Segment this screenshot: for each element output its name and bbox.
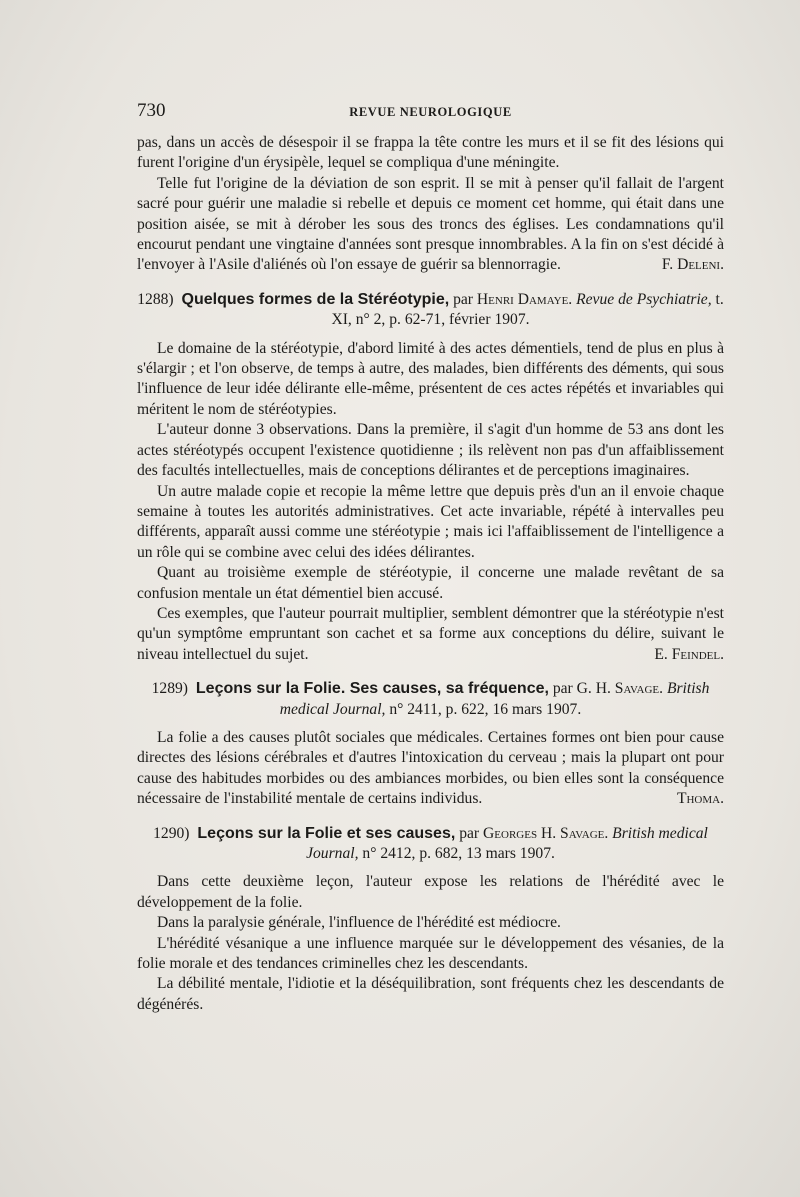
entry-paragraph (137, 728, 724, 810)
entry-heading (137, 290, 724, 331)
entry-body (137, 872, 724, 1015)
continuation-paragraph-2 (137, 174, 724, 276)
entry-paragraph: Dans cette deuxième leçon, l'auteur expose les relations de l'hérédité avec le développement de la folie. (137, 873, 724, 911)
entry-by: par (453, 290, 473, 308)
entry-number: 1288) (137, 290, 174, 308)
entry-number: 1290) (153, 824, 190, 842)
entry-paragraph: Dans la paralysie générale, l'influence de l'hérédité est médiocre. (157, 914, 561, 932)
page-number: 730 (137, 100, 166, 121)
entry-heading (137, 679, 724, 720)
entry-author: G. H. Savage. (576, 680, 664, 698)
entry-title: Quelques formes de la Stéréotypie, (181, 290, 450, 308)
running-title: REVUE NEUROLOGIQUE (349, 105, 512, 119)
entry-details: n° 2412, p. 682, 13 mars 1907. (362, 845, 555, 862)
entry-author: Georges H. Savage. (483, 824, 609, 842)
entry-number: 1289) (151, 680, 188, 698)
entry-source: Revue de Psychiatrie, (576, 290, 712, 308)
signature: E. Feindel. (654, 645, 724, 663)
entry-author: Henri Damaye. (476, 290, 573, 308)
page-content (137, 133, 724, 1015)
entry-paragraph: La débilité mentale, l'idiotie et la déséquilibration, sont fréquents chez les descendants de dégénérés. (137, 975, 724, 1013)
entry-paragraph: Un autre malade copie et recopie la même lettre que depuis près d'un an il envoie chaque semaine à toutes les autorités administratives. Cet acte invariable, répété à intervalles peu différents, apparaît aussi comme une stéréotypie ; mais ici l'affaiblissement de l'intelligence a un rôle qui se combine avec celui des idées délirantes. (137, 482, 724, 561)
entry-details: t. XI, n° 2, p. 62-71, février 1907. (331, 290, 724, 329)
entry-heading (137, 824, 724, 865)
entry-title: Leçons sur la Folie. Ses causes, sa fréquence, (195, 680, 549, 698)
continuation-paragraph-2-text: Telle fut l'origine de la déviation de son esprit. Il se mit à penser qu'il fallait de l'argent sacré pour guérir une maladie si rebelle et depuis ce moment cet homme, qui était dans une position aisée, se mit à dérober les sous des troncs des églises. Les condamnations qu'il encourut pendant une vingtaine d'années sont presque innombrables. A la fin on s'est décidé à l'envoyer à l'Asile d'aliénés où l'on essaye de guérir sa blennorragie. (137, 174, 724, 274)
page-header (137, 100, 724, 124)
entry-paragraph: Quant au troisième exemple de stéréotypie, il concerne une malade revêtant de sa confusion mentale un état démentiel bien accusé. (137, 564, 724, 602)
signature: Thoma. (676, 790, 724, 808)
entry-paragraph: L'auteur donne 3 observations. Dans la première, il s'agit d'un homme de 53 ans dont les actes stéréotypés occupent l'existence quotidienne ; ils relèvent non pas d'un affaiblissement des facultés intellectuelles, mais de conceptions délirantes et de perceptions imaginaires. (137, 421, 724, 480)
abstract-entry-1290 (137, 824, 724, 1016)
entry-by: par (552, 680, 573, 698)
continuation-paragraph-1: pas, dans un accès de désespoir il se frappa la tête contre les murs et il se fit des lésions qui furent l'origine d'un érysipèle, lequel se compliqua d'une méningite. (137, 134, 724, 172)
entry-paragraph: Le domaine de la stéréotypie, d'abord limité à des actes démentiels, tend de plus en plus à s'élargir ; et l'on observe, de temps à autre, des malades, bien différents des déments, qui sous l'influence de leur idée délirante elle-même, présentent de ces actes répétés et invariables qui méritent le nom de stéréotypies. (137, 339, 724, 418)
signature: F. Deleni. (661, 256, 724, 274)
abstract-entry-1288 (137, 290, 724, 665)
entry-source: British medical Journal, (279, 680, 710, 718)
entry-paragraph: L'hérédité vésanique a une influence marquée sur le développement des vésanies, de la folie morale et des tendances criminelles chez les descendants. (137, 934, 724, 973)
entry-paragraph (137, 604, 724, 665)
entry-title: Leçons sur la Folie et ses causes, (197, 824, 456, 842)
entry-paragraph-text: La folie a des causes plutôt sociales que médicales. Certaines formes ont bien pour cause directes des lésions cérébrales et d'autres l'intoxication du cerveau ; mais la plupart ont pour cause des habitudes morbides ou des ambiances morbides, ou bien elles sont la conséquence nécessaire de l'instabilité mentale de certains individus. (137, 728, 724, 808)
entry-body (137, 339, 724, 666)
entry-source: British medical Journal, (306, 824, 708, 862)
entry-paragraph-text: Ces exemples, que l'auteur pourrait multiplier, semblent démontrer que la stéréotypie n'est qu'un symptôme empruntant son cachet et sa forme aux conceptions du délire, suivant le niveau intellectuel du sujet. (137, 604, 724, 663)
entry-by: par (459, 824, 480, 842)
abstract-entry-1289 (137, 679, 724, 809)
entry-details: n° 2411, p. 622, 16 mars 1907. (389, 700, 582, 718)
entry-body (137, 728, 724, 810)
